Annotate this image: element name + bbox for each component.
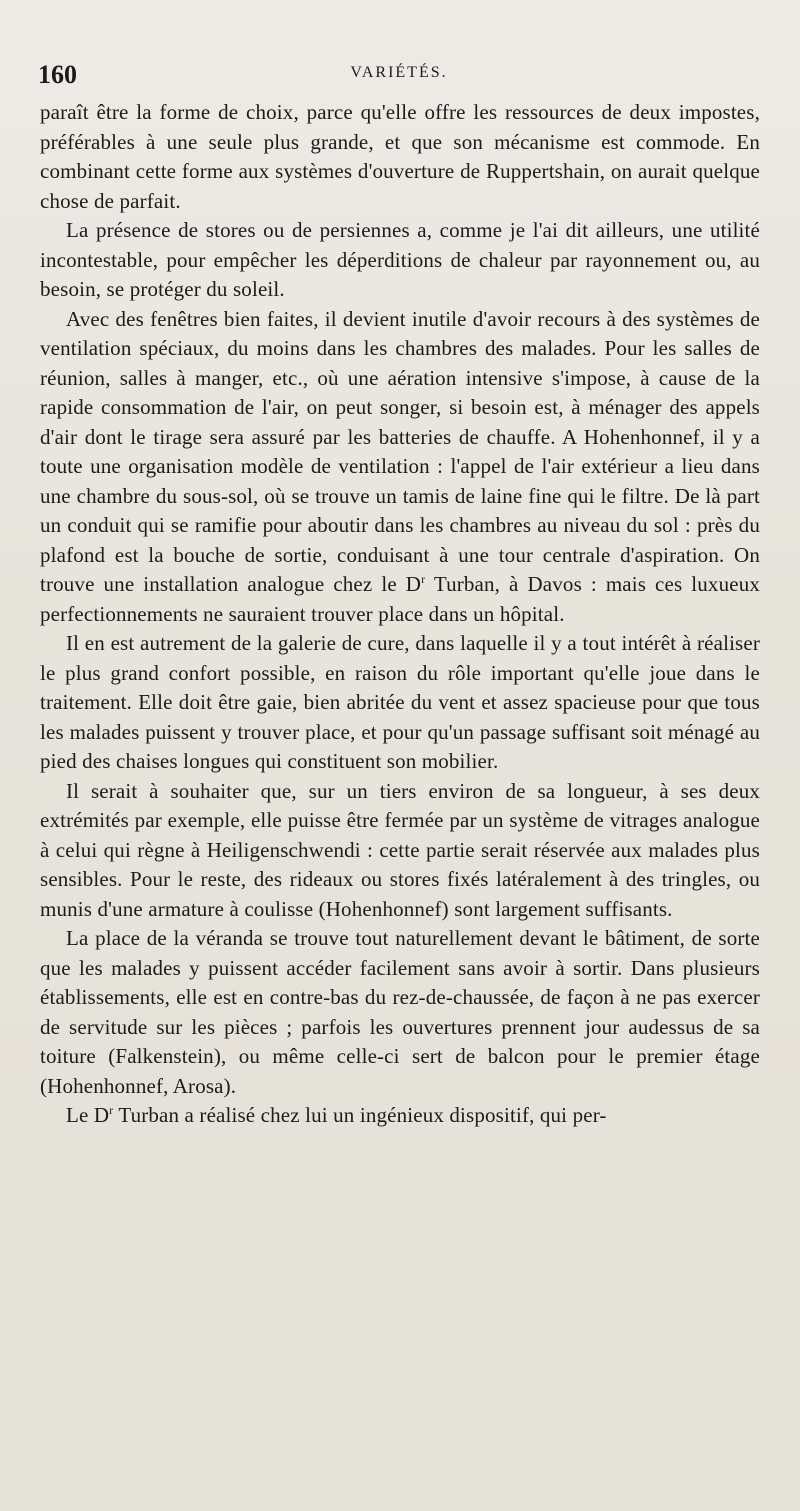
paragraph-3-text: Avec des fenêtres bien faites, il devient inutile d'avoir recours à des systèmes de ventilation spéciaux, du moins dans les chambres des malades. Pour les salles de réunion, salles à manger, etc., où une aération intensive s'impose, à cause de la rapide consommation de l'air, on peut songer, si besoin est, à ménager des appels d'air dont le tirage sera assuré par les batteries de chauffe. A Hohenhonnef, il y a toute une organisation modèle de ventilation : l'appel de l'air extérieur a lieu dans une chambre du sous-sol, où se trouve un tamis de laine fine qui le filtre. De là part un conduit qui se ramifie pour aboutir dans les chambres au niveau du sol : près du plafond est la bouche de sortie, conduisant à une tour centrale d'aspiration. On trouve une installation analogue chez le xyxy=(40,306,760,596)
paragraph-3-tail: Turban, à Davos : mais ces luxueux perfectionnements ne sauraient trouver place dans un hôpital. xyxy=(40,572,760,626)
paragraph-7-prefix: Le D xyxy=(66,1103,110,1127)
paragraph-3-superscript: r xyxy=(421,572,426,586)
paragraph-7 xyxy=(40,1101,760,1131)
paragraph-4: Il en est autrement de la galerie de cure, dans laquelle il y a tout intérêt à réaliser le plus grand confort possible, en raison du rôle important qu'elle joue dans le traitement. Elle doit être gaie, bien abritée du vent et assez spacieuse pour que tous les malades puissent y trouver place, et pour qu'un passage suffisant soit ménagé au pied des chaises longues qui constituent son mobilier. xyxy=(40,631,760,773)
running-head: VARIÉTÉS. xyxy=(350,64,448,81)
body-text xyxy=(40,98,760,1131)
page-number: 160 xyxy=(38,60,77,89)
page-header xyxy=(38,60,760,96)
paragraph-7-superscript: r xyxy=(109,1103,114,1117)
paragraph-3 xyxy=(40,305,760,630)
paragraph-5: Il serait à souhaiter que, sur un tiers environ de sa longueur, à ses deux extrémités par exemple, elle puisse être fermée par un système de vitrages analogue à celui qui règne à Heiligenschwendi : cette partie serait réservée aux malades plus sensibles. Pour le reste, des rideaux ou stores fixés latéralement à des tringles, ou munis d'une armature à coulisse (Hohenhonnef) sont largement suffisants. xyxy=(40,778,760,921)
paragraph-1: paraît être la forme de choix, parce qu'elle offre les ressources de deux impostes, préférables à une seule plus grande, et que son mécanisme est commode. En combinant cette forme aux systèmes d'ouverture de Ruppertshain, on aurait quelque chose de parfait. xyxy=(40,100,760,213)
paragraph-2: La présence de stores ou de persiennes a, comme je l'ai dit ailleurs, une utilité incontestable, pour empêcher les déperditions de chaleur par rayonnement ou, au besoin, se protéger du soleil. xyxy=(40,218,760,301)
paragraph-6: La place de la véranda se trouve tout naturellement devant le bâtiment, de sorte que les malades y puissent accéder facilement sans avoir à sortir. Dans plusieurs établissements, elle est en contre-bas du rez-de-chaussée, de façon à ne pas exercer de servitude sur les pièces ; parfois les ouvertures prennent jour audessus de sa toiture (Falkenstein), ou même celle-ci sert de balcon pour le premier étage (Hohenhonnef, Arosa). xyxy=(40,926,760,1098)
paragraph-7-text: Turban a réalisé chez lui un ingénieux dispositif, qui per- xyxy=(113,1103,607,1127)
paragraph-3-title: D xyxy=(405,572,422,596)
